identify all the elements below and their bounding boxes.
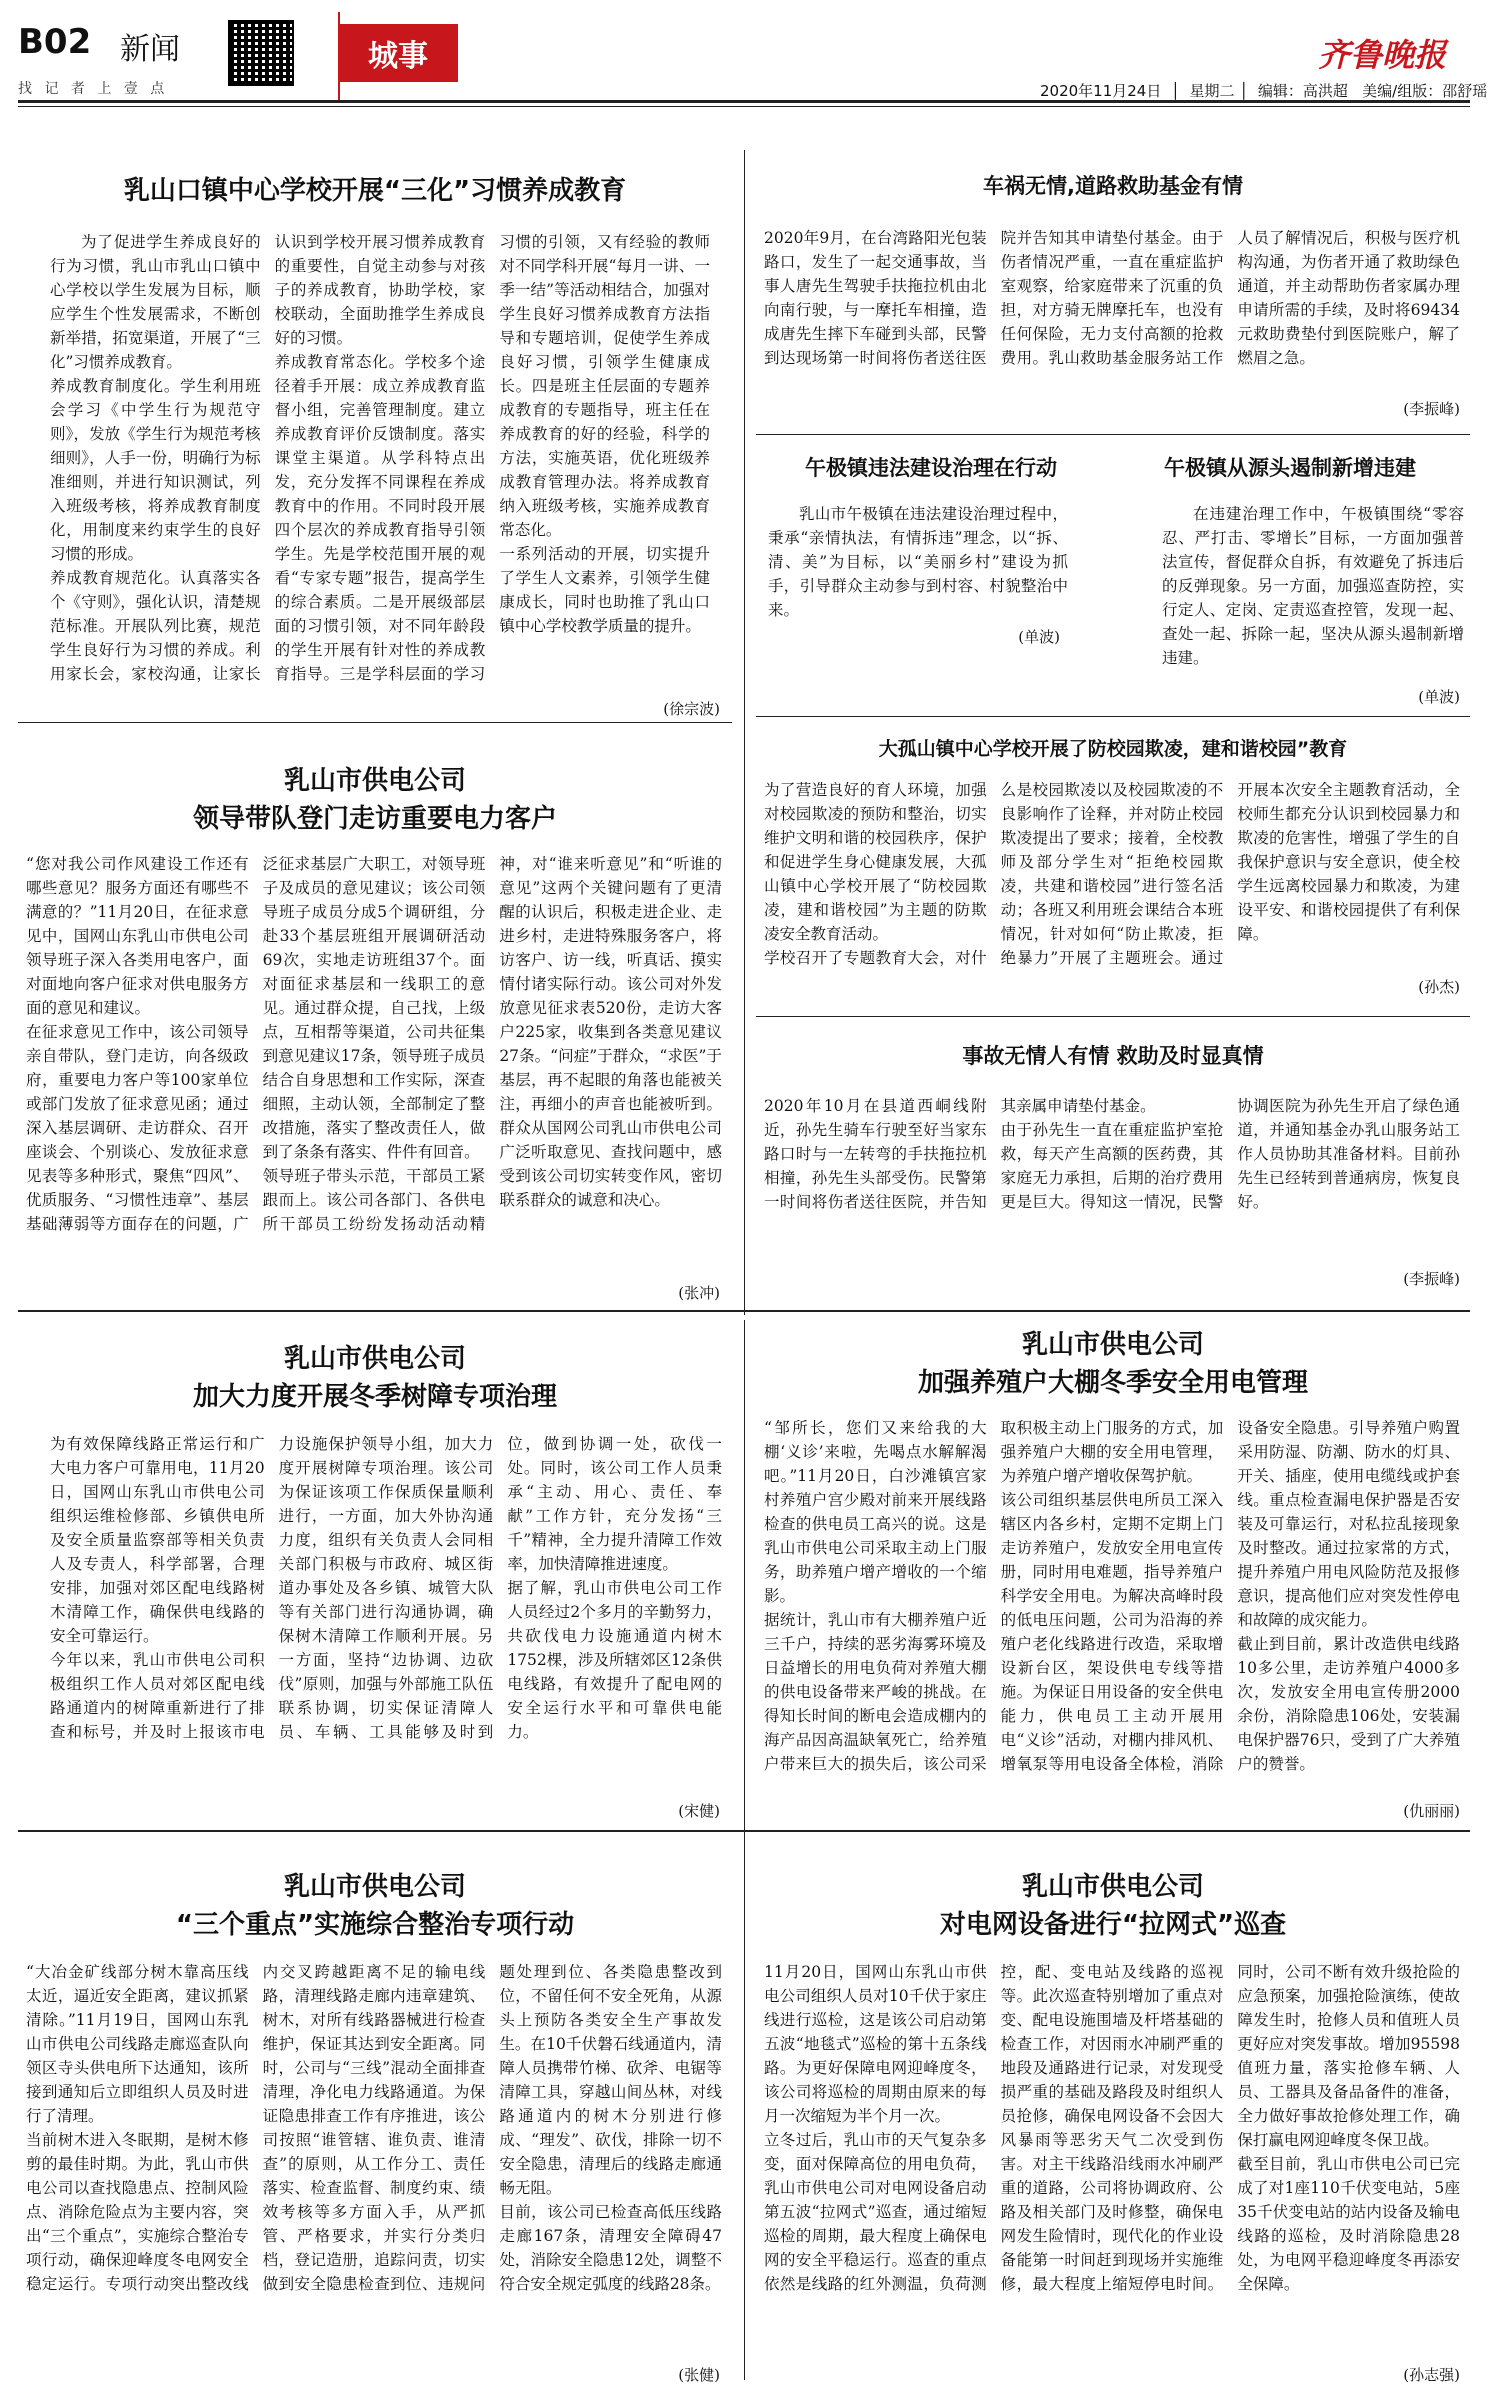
brand-logo: 齐鲁晚报 <box>1318 36 1447 74</box>
article-title: 大孤山镇中心学校开展了防校园欺凌，建和谐校园”教育 <box>878 738 1348 760</box>
article-subtitle: “三个重点”实施综合整治专项行动 <box>175 1910 575 1940</box>
article-title: 乳山市供电公司 <box>1021 1872 1204 1902</box>
article-body: 11月20日，国网山东乳山市供电公司组织人员对10千伏于家庄线进行巡检，这是该公司启动第五波“地毯式”巡检的第十五条线路。为更好保障电网迎峰度冬，该公司将巡检的周期由原来的每月一次缩短为半个月一次。 立冬过后，乳山市的天气复杂多变，面对保障高位的用电负荷，乳山市供电公司对电网设备启动第五波“拉网式”巡查，通过缩短巡检的周期，最大程度上确保电网的安全平稳运行。巡查的重点依然是线路的红外测温，负荷测控，配、变电站及线路的巡视等。此次巡查特别增加了重点对变、配电设施围墙及杆塔基础的检查工作，对因雨水冲刷严重的地段及通路进行记录，对发现受损严重的基础及路段及时组织人员抢修，确保电网设备不会因大风暴雨等恶劣天气二次受到伤害。对主干线路沿线雨水冲刷严重的道路，公司将协调政府、公路及相关部门及时修整，确保电网发生险情时，现代化的作业设备能第一时间赶到现场并实施维修，最大程度上缩短停电时间。同时，公司不断有效升级抢险的应急预案，加强抢险演练，使故障发生时，抢修人员和值班人员更好应对突发事故。增加95598值班力量，落实抢修车辆、人员、工器具及备品备件的准备，全力做好事故抢修处理工作，确保打赢电网迎峰度冬保卫战。 截至目前，乳山市供电公司已完成了对1座110千伏变电站，5座35千伏变电站的站内设备及输电线路的巡检，及时消除隐患28处，为电网平稳迎峰度冬再添安全保障。 <box>764 1963 1460 2293</box>
article-subtitle: 对电网设备进行“拉网式”巡查 <box>939 1910 1287 1940</box>
issue-weekday: 星期二 <box>1189 82 1235 100</box>
article-subtitle: 加大力度开展冬季树障专项治理 <box>192 1382 557 1412</box>
qr-code-icon <box>228 20 294 86</box>
article-title: 午极镇从源头遏制新增违建 <box>1164 456 1416 480</box>
article-title: 乳山市供电公司 <box>283 766 466 796</box>
header-meta: 2020年11月24日 │ 星期二 │ 编辑：高洪超 美编/组版：邵舒瑶 <box>1040 82 1488 100</box>
row-divider <box>18 1830 1470 1832</box>
article-title: 午极镇违法建设治理在行动 <box>805 456 1057 480</box>
page-code: B02 <box>18 22 92 62</box>
article-byline: (仇丽丽) <box>1403 1802 1460 1820</box>
article-body: 在违建治理工作中，午极镇围绕“零容忍、严打击、零增长”目标，一方面加强普法宣传，督促群众自拆，有效避免了拆违后的反弹现象。另一方面，加强巡查防控，实行定人、定岗、定责巡查控管，发现一起、查处一起、拆除一起，坚决从源头遏制新增违建。 <box>1162 505 1464 667</box>
column-divider <box>744 1320 745 2380</box>
article-body: 为有效保障线路正常运行和广大电力客户可靠用电，11月20日，国网山东乳山市供电公司组织运维检修部、乡镇供电所及安全质量监察部等相关负责人及专责人，科学部署，合理安排，加强对郊区配电线路树木清障工作，确保供电线路的安全可靠运行。 今年以来，乳山市供电公司积极组织工作人员对郊区配电线路通道内的树障重新进行了排查和标号，并及时上报该市电力设施保护领导小组，加大力度开展树障专项治理。该公司为保证该项工作保质保量顺利进行，一方面，加大外协沟通力度，组织有关负责人会同相关部门积极与市政府、城区街道办事处及各乡镇、城管大队等有关部门进行沟通协调，确保树木清障工作顺利开展。另一方面，坚持“边协调、边砍伐”原则，加强与外部施工队伍联系协调，切实保证清障人员、车辆、工具能够及时到位，做到协调一处，砍伐一处。同时，该公司工作人员秉承“主动、用心、责任、奉献”工作方针，充分发扬“三千”精神，全力提升清障工作效率，加快清障推进速度。 据了解，乳山市供电公司工作人员经过2个多月的辛勤努力，共砍伐电力设施通道内树木1752棵，涉及所辖郊区12条供电线路，有效提升了配电网的安全运行水平和可靠供电能力。 <box>50 1435 722 1741</box>
header-rule-thin <box>18 106 1470 107</box>
article-byline: (张冲) <box>678 1284 720 1302</box>
designer: 美编/组版：邵舒瑶 <box>1362 82 1488 100</box>
article-byline: (李振峰) <box>1403 400 1460 418</box>
section-name: 新闻 <box>120 32 180 67</box>
article-title: 乳山市供电公司 <box>1021 1330 1204 1360</box>
row-divider <box>756 434 1470 435</box>
article-body: “邹所长，您们又来给我的大棚‘义诊’来啦，先喝点水解解渴吧。”11月20日，白沙滩镇宫家村养殖户宫少殿对前来开展线路检查的供电员工高兴的说。这是乳山市供电公司采取主动上门服务，助养殖户增产增收的一个缩影。 据统计，乳山市有大棚养殖户近三千户，持续的恶劣海雾环境及日益增长的用电负荷对养殖大棚的供电设备带来严峻的挑战。在得知长时间的断电会造成棚内的海产品因高温缺氧死亡，给养殖户带来巨大的损失后，该公司采取积极主动上门服务的方式，加强养殖户大棚的安全用电管理，为养殖户增产增收保驾护航。 该公司组织基层供电所员工深入辖区内各乡村，定期不定期上门走访养殖户，发放安全用电宣传册，同时用电难题，指导养殖户科学安全用电。为解决高峰时段的低电压问题，公司为沿海的养殖户老化线路进行改造，采取增设新台区，架设供电专线等措施。为保证日用设备的安全供电能力，供电员工主动开展用电“义诊”活动，对棚内排风机、增氧泵等用电设备全体检，消除设备安全隐患。引导养殖户购置采用防湿、防潮、防水的灯具、开关、插座，使用电缆线或护套线。重点检查漏电保护器是否安装及可靠运行，对私拉乱接现象及时整改。通过拉家常的方式，提升养殖户用电风险防范及报修意识，提高他们应对突发性停电和故障的成灾能力。 截止到目前，累计改造供电线路10多公里，走访养殖户4000多次，发放安全用电宣传册2000余份，消除隐患106处，安装漏电保护器76只，受到了广大养殖户的赞誉。 <box>764 1419 1460 1773</box>
article-title: 乳山市供电公司 <box>283 1872 466 1902</box>
row-divider <box>756 1016 1470 1017</box>
row-divider <box>18 1310 1470 1312</box>
article-byline: (宋健) <box>678 1802 720 1820</box>
section-sub-labels: 找 记 者 上 壹 点 <box>18 81 169 97</box>
row-divider <box>756 716 1470 717</box>
article-body: 为了促进学生养成良好的行为习惯，乳山市乳山口镇中心学校以学生发展为目标，顺应学生个性发展需求，不断创新举措，拓宽渠道，开展了“三化”习惯养成教育。 养成教育制度化。学生利用班会学习《中学生行为规范守则》，发放《学生行为规范考核细则》，人手一份，明确行为标准细则，并进行知识测试，列入班级考核，将养成教育制度化，用制度来约束学生的良好习惯的形成。 养成教育规范化。认真落实各个《守则》，强化认识，清楚规范标准。开展队列比赛，规范学生良好行为习惯的养成。利用家长会，家校沟通，让家长认识到学校开展习惯养成教育的重要性，自觉主动参与对孩子的养成教育，协助学校，家校联动，全面助推学生养成良好的习惯。 养成教育常态化。学校多个途径着手开展：成立养成教育监督小组，完善管理制度。建立养成教育评价反馈制度。落实课堂主渠道。从学科特点出发，充分发挥不同课程在养成教育中的作用。不同时段开展四个层次的养成教育指导引领学生。先是学校范围开展的观看“专家专题”报告，提高学生的综合素质。二是开展级部层面的习惯引领，对不同年龄段的学生开展有针对性的养成教育指导。三是学科层面的学习习惯的引领，又有经验的教师对不同学科开展“每月一讲、一季一结”等活动相结合，加强对学生良好习惯养成教育方法指导和专题培训，促使学生养成良好习惯，引领学生健康成长。四是班主任层面的专题养成教育的专题指导，班主任在养成教育的好的经验，科学的方法，实施英语，优化班级养成教育管理办法。将养成教育纳入班级考核，实施养成教育常态化。 一系列活动的开展，切实提升了学生人文素养，引领学生健康成长，同时也助推了乳山口镇中心学校教学质量的提升。 <box>50 233 710 683</box>
article-body: “您对我公司作风建设工作还有哪些意见？服务方面还有哪些不满意的？”11月20日，在征求意见中，国网山东乳山市供电公司领导班子深入各类用电客户，面对面地向客户征求对供电服务方面的意见和建议。 在征求意见工作中，该公司领导亲自带队，登门走访，向各级政府，重要电力客户等100家单位或部门发放了征求意见函；通过深入基层调研、走访群众、召开座谈会、个别谈心、发放征求意见表等多种形式，聚焦“四风”、优质服务、“习惯性违章”、基层基础薄弱等方面存在的问题，广泛征求基层广大职工，对领导班子及成员的意见建议；该公司领导班子成员分成5个调研组，分赴33个基层班组开展调研活动69次，实地走访班组37个。面对面征求基层和一线职工的意见。通过群众提，自己找，上级点，互相帮等渠道，公司共征集到意见建议17条，领导班子成员结合自身思想和工作实际，深查细照，主动认领，全部制定了整改措施，落实了整改责任人，做到了条条有落实、件件有回音。 领导班子带头示范，干部员工紧跟而上。该公司各部门、各供电所干部员工纷纷发扬动活动精神，对“谁来听意见”和“听谁的意见”这两个关键问题有了更清醒的认识后，积极走进企业、走进乡村，走进特殊服务客户，将访客户、访一线，听真话、摸实情付诸实际行动。该公司对外发放意见征求表520份，走访大客户225家，收集到各类意见建议27条。“问症”于群众，“求医”于基层，再不起眼的角落也能被关注，再细小的声音也能被听到。群众从国网公司乳山市供电公司广泛听取意见、查找问题中，感受到该公司切实转变作风，密切联系群众的诚意和决心。 <box>26 855 722 1233</box>
editor: 编辑：高洪超 <box>1257 82 1348 100</box>
channel-badge: 城事 <box>338 24 458 82</box>
article-title: 车祸无情,道路救助基金有情 <box>983 174 1243 198</box>
article-title: 事故无情人有情 救助及时显真情 <box>962 1044 1264 1068</box>
article-body: 乳山市午极镇在违法建设治理过程中，秉承“亲情执法，有情拆违”理念，以“拆、清、美”为目标，以“美丽乡村”建设为抓手，引导群众主动参与到村容、村貌整治中来。 <box>768 505 1068 619</box>
article-body: 为了营造良好的育人环境，加强对校园欺凌的预防和整治，切实维护文明和谐的校园秩序，保护和促进学生身心健康发展，大孤山镇中心学校开展了“防校园欺凌，建和谐校园”为主题的防欺凌安全教育活动。 学校召开了专题教育大会，对什么是校园欺凌以及校园欺凌的不良影响作了诠释，并对防止校园欺凌提出了要求；接着，全校教师及部分学生对“拒绝校园欺凌，共建和谐校园”进行签名活动；各班又利用班会课结合本班情况，针对如何“防止欺凌，拒绝暴力”开展了主题班会。通过开展本次安全主题教育活动，全校师生都充分认识到校园暴力和欺凌的危害性，增强了学生的自我保护意识与安全意识，使全校学生远离校园暴力和欺凌，为建设平安、和谐校园提供了有利保障。 <box>764 781 1460 967</box>
article-subtitle: 领导带队登门走访重要电力客户 <box>192 804 557 834</box>
article-body: 2020年9月，在台湾路阳光包装路口，发生了一起交通事故，当事人唐先生驾驶手扶拖拉机由北向南行驶，与一摩托车相撞，造成唐先生摔下车碰到头部，民警到达现场第一时间将伤者送往医院并告知其申请垫付基金。由于伤者情况严重，一直在重症监护室观察，给家庭带来了沉重的负担，对方骑无牌摩托车，也没有任何保险，无力支付高额的抢救费用。乳山救助基金服务站工作人员了解情况后，积极与医疗机构沟通，为伤者开通了救助绿色通道，并主动帮助伤者家属办理申请所需的手续，及时将69434元救助费垫付到医院账户，解了燃眉之急。 <box>764 229 1460 367</box>
column-divider <box>744 150 745 1315</box>
row-divider <box>18 722 732 723</box>
article-byline: (李振峰) <box>1403 1270 1460 1288</box>
article-body: “大冶金矿线部分树木靠高压线太近，逼近安全距离，建议抓紧清除。”11月19日，国网山东乳山市供电公司线路走廊巡查队向领区寺头供电所下达通知，该所接到通知后立即组织人员及时进行了清理。 当前树木进入冬眠期，是树木修剪的最佳时期。为此，乳山市供电公司以查找隐患点、控制风险点、消除危险点为主要内容，突出“三个重点”，实施综合整治专项行动，确保迎峰度冬电网安全稳定运行。专项行动突出整改线内交叉跨越距离不足的输电线路，清理线路走廊内违章建筑、树木，对所有线路器械进行检查维护，保证其达到安全距离。同时，公司与“三线”混动全面排查清理，净化电力线路通道。为保证隐患排查工作有序推进，该公司按照“谁管辖、谁负责、谁清查”的原则，从工作分工、责任落实、检查监督、制度约束、绩效考核等多方面入手，从严抓管、严格要求，并实行分类归档，登记造册，追踪问责，切实做到安全隐患检查到位、违规问题处理到位、各类隐患整改到位，不留任何不安全死角，从源头上预防各类安全生产事故发生。在10千伏磐石线通道内，清障人员携带竹梯、砍斧、电锯等清障工具，穿越山间丛林，对线路通道内的树木分别进行修成、“理发”、砍伐，排除一切不安全隐患，清理后的线路走廊通畅无阻。 目前，该公司已检查高低压线路走廊167条，清理安全障碍47处，消除安全隐患12处，调整不符合安全规定弧度的线路28条。 <box>26 1963 722 2293</box>
article-byline: (徐宗波) <box>663 700 720 718</box>
article-title: 乳山口镇中心学校开展“三化”习惯养成教育 <box>123 176 627 206</box>
article-body: 2020年10月在县道西峒线附近，孙先生骑车行驶至好当家东路口时与一左转弯的手扶拖拉机相撞，孙先生头部受伤。民警第一时间将伤者送往医院，并告知其亲属申请垫付基金。 由于孙先生一直在重症监护室抢救，每天产生高额的医药费，其家庭无力承担，后期的治疗费用更是巨大。得知这一情况，民警协调医院为孙先生开启了绿色通道，并通知基金办乳山服务站工作人员协助其准备材料。目前孙先生已经转到普通病房，恢复良好。 <box>764 1097 1460 1211</box>
header-rule <box>18 100 1470 103</box>
article-byline: (单波) <box>1418 688 1460 706</box>
article-byline: (孙杰) <box>1418 978 1460 996</box>
issue-date: 2020年11月24日 <box>1040 82 1162 100</box>
article-byline: (张健) <box>678 2366 720 2384</box>
article-byline: (孙志强) <box>1403 2366 1460 2384</box>
article-subtitle: 加强养殖户大棚冬季安全用电管理 <box>917 1368 1308 1398</box>
article-byline: (单波) <box>1018 628 1060 646</box>
article-title: 乳山市供电公司 <box>283 1344 466 1374</box>
